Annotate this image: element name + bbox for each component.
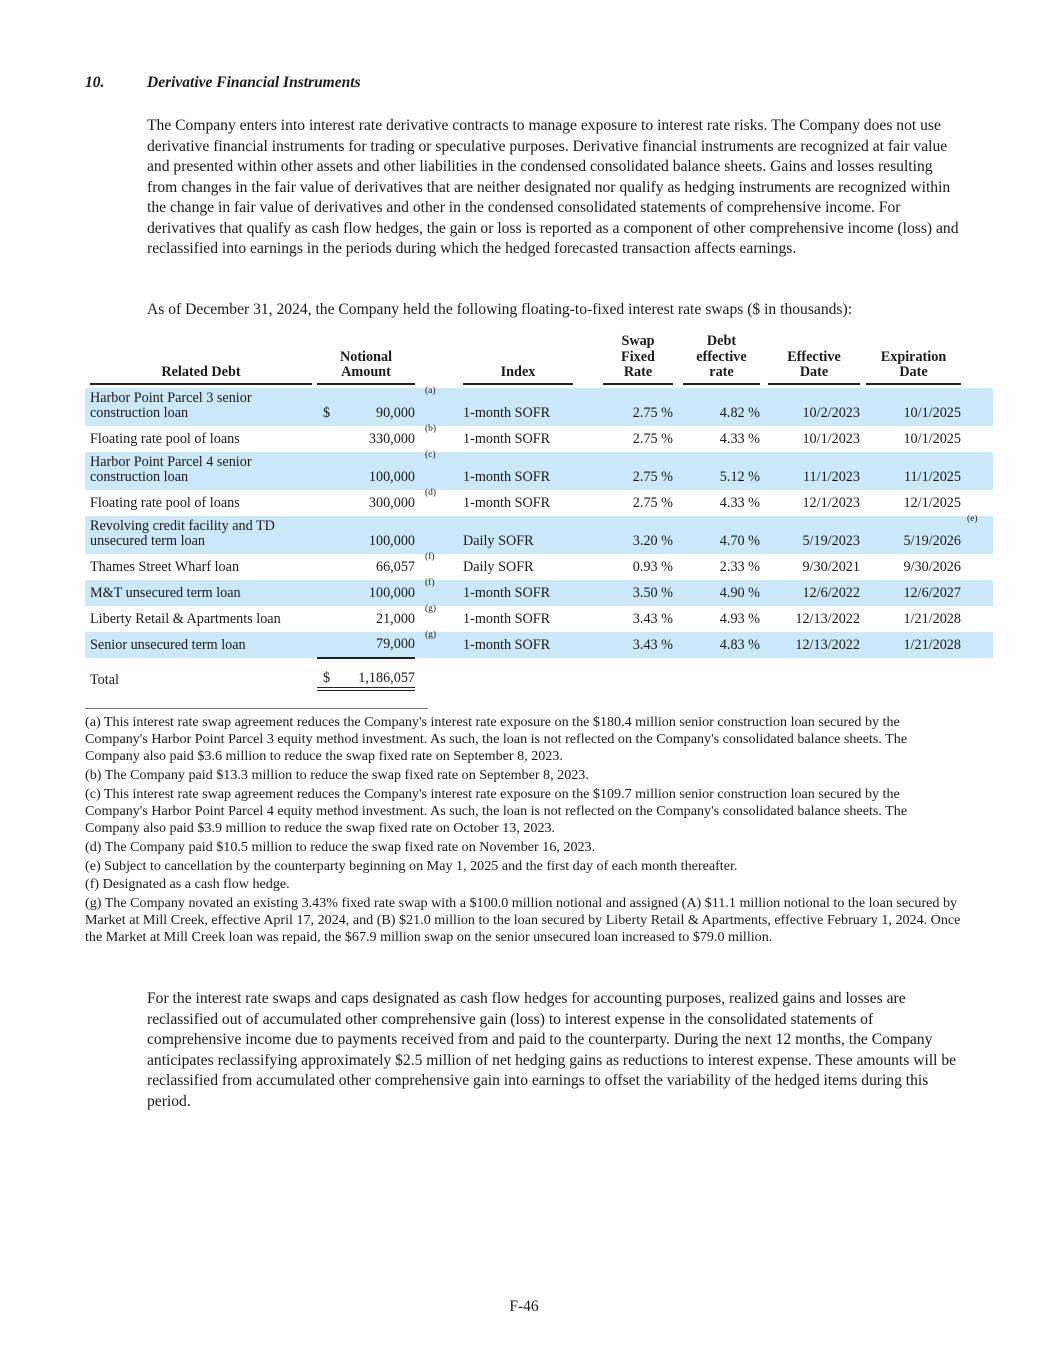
total-dollar-sign: $ (317, 658, 343, 689)
footnote-ref: (e) (967, 513, 978, 524)
cell-swap-fixed-rate: 0.93 % (632, 559, 673, 575)
table-row (85, 490, 993, 516)
related-debt-line: Harbor Point Parcel 4 senior (90, 453, 252, 470)
cell-related-debt (85, 516, 312, 554)
related-debt-line: Thames Street Wharf loan (90, 559, 240, 575)
closing-paragraph: For the interest rate swaps and caps designated as cash flow hedges for accounting purposes, realized gains and losses are reclassified out of accumulated other comprehensive gain (loss) to interest expense in the consolidated statements of comprehensive income due to payments received from and paid to the counterparty. During the next 12 months, the Company anticipates reclassifying approximately $2.5 million of net hedging gains as reductions to interest expense. These amounts will be reclassified from accumulated other comprehensive gain into earnings to offset the variability of the hedged items during this period. (147, 990, 957, 1110)
cell-dollar-sign (317, 516, 343, 554)
cell-footnote-ref (415, 603, 459, 632)
related-debt-line: construction loan (90, 469, 189, 485)
cell-index: 1-month SOFR (459, 632, 573, 658)
cell-spacer (573, 554, 603, 580)
cell-effective-date: 12/13/2022 (795, 611, 860, 627)
cell-footnote-ref (415, 516, 459, 554)
footnote: (a) This interest rate swap agreement reduces the Company's interest rate exposure on the $180.4 million senior construction loan secured by the Company's Harbor Point Parcel 3 equity method investment. As such, the loan is not reflected on the Company's consolidated balance sheets. The Company also paid $3.6 million to reduce the swap fixed rate on September 8, 2023. (85, 714, 908, 765)
cell-related-debt (85, 554, 312, 580)
cell-expiration-footnote-ref (961, 490, 993, 516)
header-expiration-date (860, 334, 961, 388)
table-row (85, 388, 993, 426)
header-debt-line3: rate (709, 364, 734, 380)
header-debt-line2: effective (696, 348, 747, 365)
cell-dollar-sign (317, 452, 343, 490)
cell-expiration-footnote-ref (961, 580, 993, 606)
cell-dollar-sign (317, 426, 343, 452)
cell-effective-date: 10/1/2023 (802, 431, 860, 447)
cell-related-debt (85, 452, 312, 490)
related-debt-line: Floating rate pool of loans (90, 495, 240, 511)
cell-footnote-ref (415, 385, 459, 426)
cell-notional-amount: 79,000 (343, 632, 415, 658)
footnote: (f) Designated as a cash flow hedge. (85, 876, 290, 893)
cell-related-debt (85, 426, 312, 452)
footnote-divider (85, 708, 428, 709)
cell-related-debt (85, 580, 312, 606)
header-spacer (415, 334, 459, 388)
cell-index: Daily SOFR (463, 559, 534, 575)
cell-index: 1-month SOFR (463, 431, 551, 447)
header-notional-amount (317, 334, 415, 388)
section-heading (85, 74, 361, 92)
cell-footnote-ref (415, 629, 459, 658)
cell-expiration-footnote-ref (961, 606, 993, 632)
table-row (85, 554, 993, 580)
footnotes (85, 714, 965, 948)
cell-effective-date: 12/1/2023 (802, 495, 860, 511)
cell-dollar-sign (317, 632, 343, 658)
header-notional-line2: Amount (341, 364, 391, 380)
cell-expiration-date: 11/1/2025 (860, 452, 961, 490)
header-spacer (573, 334, 603, 388)
cell-debt-effective-rate: 5.12 % (673, 452, 760, 490)
header-spacer (961, 334, 993, 388)
cell-expiration-footnote-ref (961, 632, 993, 658)
cell-debt-effective-rate: 4.90 % (673, 580, 760, 606)
cell-index: Daily SOFR (459, 516, 573, 554)
cell-effective-date: 5/19/2023 (760, 516, 860, 554)
total-label: Total (90, 672, 119, 688)
table-row (85, 452, 993, 490)
cell-notional-amount: 330,000 (368, 431, 415, 447)
cell-index: 1-month SOFR (459, 388, 573, 426)
section-number: 10. (85, 74, 105, 91)
footnote-ref: (f) (425, 551, 435, 562)
cell-swap-fixed-rate: 3.50 % (603, 580, 673, 606)
cell-debt-effective-rate: 4.82 % (673, 388, 760, 426)
footnote: (g) The Company novated an existing 3.43% fixed rate swap with a $100.0 million notional and assigned (A) $11.1 million notional to the loan secured by Market at Mill Creek, effective April 17, 2024, and (B) $21.0 million to the loan secured by Liberty Retail & Apartments, effective February 1, 2024. Once the Market at Mill Creek loan was repaid, the $67.9 million swap on the senior unsecured loan increased to $79.0 million. (85, 895, 961, 946)
cell-spacer (459, 658, 993, 689)
header-debt-effective-rate (673, 334, 760, 388)
related-debt-line: unsecured term loan (90, 533, 206, 549)
cell-expiration-footnote-ref (961, 426, 993, 452)
related-debt-line: Liberty Retail & Apartments loan (90, 611, 281, 627)
footnote-ref: (b) (425, 423, 437, 434)
footnote-ref: (d) (425, 487, 437, 498)
cell-expiration-date: 5/19/2026 (860, 516, 961, 554)
cell-spacer (573, 606, 603, 632)
cell-dollar-sign: $ (317, 388, 343, 426)
cell-footnote-ref (415, 551, 459, 580)
cell-related-debt (85, 490, 312, 516)
related-debt-line: Floating rate pool of loans (90, 431, 240, 447)
header-swap-line1: Swap (621, 333, 655, 349)
table-body (85, 385, 993, 658)
header-eff-line2: Date (799, 364, 829, 380)
cell-expiration-date: 10/1/2025 (903, 431, 961, 447)
cell-expiration-footnote-ref (961, 452, 993, 490)
cell-dollar-sign (317, 606, 343, 632)
table-row (85, 426, 993, 452)
cell-notional-amount: 100,000 (343, 452, 415, 490)
related-debt-line: M&T unsecured term loan (90, 585, 241, 601)
cell-spacer (415, 658, 459, 689)
cell-footnote-ref (415, 577, 459, 606)
table-row (85, 580, 993, 606)
related-debt-line: Revolving credit facility and TD (90, 517, 275, 534)
cell-effective-date: 12/6/2022 (760, 580, 860, 606)
footnote: (e) Subject to cancellation by the counterparty beginning on May 1, 2025 and the first day of each month thereafter. (85, 857, 738, 874)
cell-debt-effective-rate: 4.33 % (719, 431, 760, 447)
cell-dollar-sign (317, 490, 343, 516)
cell-swap-fixed-rate: 2.75 % (632, 431, 673, 447)
cell-expiration-date: 12/1/2025 (903, 495, 961, 511)
section-title: Derivative Financial Instruments (147, 74, 361, 91)
cell-notional-amount: 100,000 (343, 580, 415, 606)
header-debt-line1: Debt (706, 333, 737, 349)
header-swap-line3: Rate (623, 364, 653, 380)
cell-expiration-date: 12/6/2027 (860, 580, 961, 606)
cell-swap-fixed-rate: 2.75 % (632, 495, 673, 511)
cell-notional-amount: 90,000 (343, 388, 415, 426)
header-swap-line2: Fixed (621, 348, 655, 365)
footnote-ref: (a) (425, 385, 436, 396)
cell-related-debt (85, 388, 312, 426)
page-number: F-46 (509, 1298, 539, 1315)
cell-swap-fixed-rate: 3.43 % (632, 611, 673, 627)
header-eff-line1: Effective (787, 348, 841, 365)
cell-dollar-sign (317, 580, 343, 606)
cell-expiration-date: 1/21/2028 (903, 611, 961, 627)
cell-related-debt (85, 606, 312, 632)
related-debt-line: construction loan (90, 405, 189, 421)
header-exp-line2: Date (899, 364, 928, 380)
cell-effective-date: 11/1/2023 (760, 452, 860, 490)
footnote-ref: (g) (425, 629, 437, 640)
table-total-row (85, 658, 993, 689)
cell-expiration-date: 9/30/2026 (903, 559, 961, 575)
cell-notional-amount: 66,057 (375, 559, 415, 575)
cell-index: 1-month SOFR (459, 452, 573, 490)
cell-debt-effective-rate: 2.33 % (719, 559, 760, 575)
cell-index: 1-month SOFR (463, 495, 551, 511)
cell-debt-effective-rate: 4.33 % (719, 495, 760, 511)
footnote: (c) This interest rate swap agreement reduces the Company's interest rate exposure on the $109.7 million senior construction loan secured by the Company's Harbor Point Parcel 4 equity method investment. As such, the loan is not reflected on the Company's consolidated balance sheets. The Company also paid $3.9 million to reduce the swap fixed rate on October 13, 2023. (85, 785, 908, 837)
interest-rate-swaps-table (85, 334, 993, 691)
footnote: (b) The Company paid $13.3 million to reduce the swap fixed rate on September 8, 2023. (85, 767, 589, 784)
table-header-row (85, 334, 993, 388)
cell-spacer (573, 490, 603, 516)
table-row (85, 516, 993, 554)
header-swap-fixed-rate (603, 334, 673, 388)
cell-spacer (573, 426, 603, 452)
cell-swap-fixed-rate: 2.75 % (603, 452, 673, 490)
cell-related-debt (85, 632, 312, 658)
header-related-debt (85, 334, 312, 388)
cell-expiration-footnote-ref (961, 388, 993, 426)
cell-spacer (573, 516, 603, 554)
cell-spacer (573, 452, 603, 490)
header-index (459, 334, 573, 388)
cell-expiration-footnote-ref (961, 513, 993, 554)
header-effective-date (760, 334, 860, 388)
as-of-paragraph: As of December 31, 2024, the Company held the following floating-to-fixed interest rate swaps ($ in thousands): (147, 301, 853, 318)
footnote-ref: (g) (425, 603, 437, 614)
footnote-ref: (c) (425, 449, 436, 460)
cell-swap-fixed-rate: 2.75 % (603, 388, 673, 426)
header-notional-line1: Notional (339, 348, 393, 365)
cell-dollar-sign (317, 554, 343, 580)
cell-expiration-date: 10/1/2025 (860, 388, 961, 426)
intro-paragraph: The Company enters into interest rate derivative contracts to manage exposure to interest rate risks. The Company does not use derivative financial instruments for trading or speculative purposes. Derivative financial instruments are recognized at fair value and presented within other assets and other liabilities in the condensed consolidated balance sheets. Gains and losses resulting from changes in the fair value of derivatives that are neither designated nor qualify as hedging instruments are recognized within the change in fair value of derivatives and other in the condensed consolidated statements of comprehensive income. For derivatives that qualify as cash flow hedges, the gain or loss is reported as a component of other comprehensive income (loss) and reclassified into earnings in the periods during which the hedged forecasted transaction affects earnings. (147, 117, 959, 257)
cell-footnote-ref (415, 449, 459, 490)
cell-debt-effective-rate: 4.93 % (719, 611, 760, 627)
cell-swap-fixed-rate: 3.43 % (603, 632, 673, 658)
table-row (85, 632, 993, 658)
cell-notional-amount: 300,000 (368, 495, 415, 511)
header-index-label: Index (463, 365, 573, 385)
cell-effective-date: 12/13/2022 (760, 632, 860, 658)
related-debt-line: Senior unsecured term loan (90, 637, 246, 653)
cell-notional-amount: 21,000 (375, 611, 415, 627)
header-related-debt-label: Related Debt (90, 365, 312, 385)
footnote-ref: (f) (425, 577, 435, 588)
cell-expiration-footnote-ref (961, 554, 993, 580)
cell-footnote-ref (415, 487, 459, 516)
header-exp-line1: Expiration (880, 348, 947, 365)
footnote: (d) The Company paid $10.5 million to reduce the swap fixed rate on November 16, 2023. (85, 838, 596, 855)
cell-index: 1-month SOFR (463, 611, 551, 627)
related-debt-line: Harbor Point Parcel 3 senior (90, 389, 252, 406)
cell-index: 1-month SOFR (459, 580, 573, 606)
cell-debt-effective-rate: 4.70 % (673, 516, 760, 554)
cell-spacer (573, 580, 603, 606)
cell-debt-effective-rate: 4.83 % (673, 632, 760, 658)
cell-footnote-ref (415, 423, 459, 452)
cell-swap-fixed-rate: 3.20 % (603, 516, 673, 554)
total-amount: 1,186,057 (343, 658, 415, 689)
cell-spacer (573, 632, 603, 658)
cell-spacer (573, 388, 603, 426)
cell-effective-date: 10/2/2023 (760, 388, 860, 426)
cell-notional-amount: 100,000 (343, 516, 415, 554)
cell-effective-date: 9/30/2021 (802, 559, 860, 575)
cell-expiration-date: 1/21/2028 (860, 632, 961, 658)
table-row (85, 606, 993, 632)
